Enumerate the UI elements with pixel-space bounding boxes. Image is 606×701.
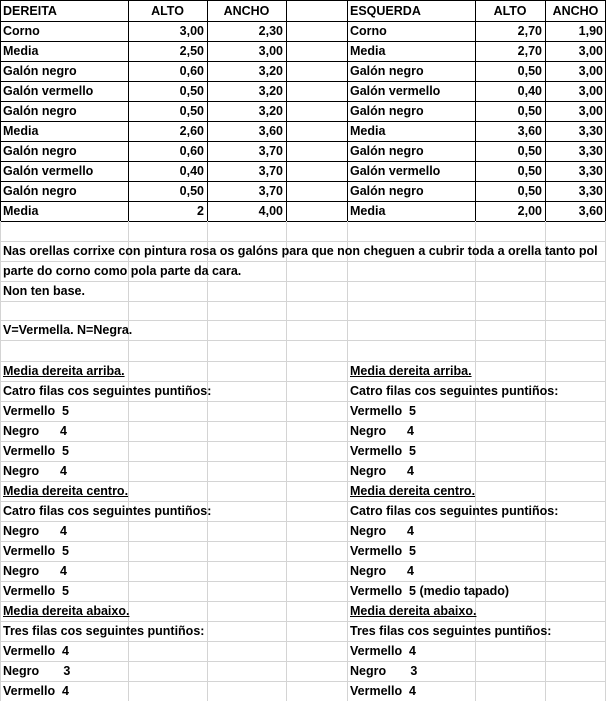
table-cell-right-name[interactable]: Corno [3,24,40,38]
col-gridline [286,0,287,221]
note-line-1[interactable]: Nas orellas corrixe con pintura rosa os galóns para que non cheguen a cubrir toda a orella tanto pol [3,244,598,258]
table-cell-right-alto[interactable]: 0,50 [179,184,204,198]
pattern-section-title[interactable]: Media dereita centro. [350,484,476,498]
table-cell-right-name[interactable]: Galón negro [3,184,77,198]
table-cell-right-alto[interactable]: 0,50 [179,104,204,118]
table-cell-right-ancho[interactable]: 3,00 [258,44,283,58]
pattern-section-title[interactable]: Media dereita abaixo. [3,604,130,618]
table-cell-right-ancho[interactable]: 4,00 [258,204,283,218]
table-cell-right-name[interactable]: Media [3,44,39,58]
table-cell-left-alto[interactable]: 0,50 [517,104,542,118]
pattern-line[interactable]: Negro 4 [3,424,67,438]
table-cell-left-name[interactable]: Galón negro [350,64,424,78]
table-cell-left-name[interactable]: Corno [350,24,387,38]
table-cell-right-alto[interactable]: 2,50 [179,44,204,58]
header-left-name[interactable]: ESQUERDA [350,4,421,18]
table-cell-left-ancho[interactable]: 3,30 [578,164,603,178]
table-cell-right-alto[interactable]: 0,60 [179,144,204,158]
header-right-name[interactable]: DEREITA [3,4,57,18]
table-cell-left-ancho[interactable]: 3,30 [578,144,603,158]
table-cell-left-name[interactable]: Galón negro [350,144,424,158]
pattern-line[interactable]: Negro 4 [3,524,67,538]
header-left-alto[interactable]: ALTO [493,4,527,18]
table-cell-right-name[interactable]: Media [3,204,39,218]
table-cell-right-name[interactable]: Galón vermello [3,164,94,178]
table-cell-left-name[interactable]: Galón vermello [350,164,441,178]
table-cell-left-alto[interactable]: 0,50 [517,144,542,158]
table-cell-left-ancho[interactable]: 3,00 [578,84,603,98]
table-cell-right-alto[interactable]: 0,50 [179,84,204,98]
table-cell-right-ancho[interactable]: 3,70 [258,144,283,158]
note-line-2[interactable]: parte do corno como pola parte da cara. [3,264,242,278]
header-right-ancho[interactable]: ANCHO [223,4,270,18]
table-cell-left-name[interactable]: Galón vermello [350,84,441,98]
table-cell-left-alto[interactable]: 3,60 [517,124,542,138]
table-cell-left-name[interactable]: Media [350,204,386,218]
pattern-line[interactable]: Negro 4 [350,424,414,438]
pattern-line[interactable]: Vermello 5 [3,584,70,598]
row-gridline [0,301,606,302]
pattern-line[interactable]: Negro 3 [350,664,418,678]
pattern-line[interactable]: Vermello 5 [350,444,417,458]
table-cell-right-ancho[interactable]: 3,20 [258,84,283,98]
table-cell-left-ancho[interactable]: 3,00 [578,104,603,118]
table-cell-left-alto[interactable]: 2,70 [517,24,542,38]
pattern-line[interactable]: Vermello 5 [350,404,417,418]
table-cell-left-name[interactable]: Media [350,124,386,138]
table-cell-left-name[interactable]: Galón negro [350,104,424,118]
pattern-line[interactable]: Catro filas cos seguintes puntiños: [3,384,212,398]
pattern-line[interactable]: Negro 4 [350,464,414,478]
table-cell-right-name[interactable]: Galón negro [3,64,77,78]
table-cell-left-alto[interactable]: 2,70 [517,44,542,58]
color-legend[interactable]: V=Vermella. N=Negra. [3,323,133,337]
pattern-section-title[interactable]: Media dereita arriba. [3,364,125,378]
pattern-line[interactable]: Vermello 4 [350,684,417,698]
pattern-line[interactable]: Vermello 5 [3,544,70,558]
pattern-line[interactable]: Vermello 5 [350,544,417,558]
row-gridline [0,221,606,222]
table-cell-right-alto[interactable]: 0,40 [179,164,204,178]
table-cell-left-name[interactable]: Galón negro [350,184,424,198]
table-cell-right-name[interactable]: Galón negro [3,144,77,158]
header-left-ancho[interactable]: ANCHO [552,4,599,18]
table-cell-left-ancho[interactable]: 3,30 [578,124,603,138]
pattern-line[interactable]: Catro filas cos seguintes puntiños: [350,504,559,518]
table-cell-left-ancho[interactable]: 3,00 [578,64,603,78]
table-cell-right-alto[interactable]: 0,60 [179,64,204,78]
pattern-line[interactable]: Vermello 4 [350,644,417,658]
table-cell-right-alto[interactable]: 2,60 [179,124,204,138]
table-cell-right-name[interactable]: Galón negro [3,104,77,118]
pattern-line[interactable]: Tres filas cos seguintes puntiños: [3,624,205,638]
table-cell-right-ancho[interactable]: 3,60 [258,124,283,138]
table-cell-right-name[interactable]: Galón vermello [3,84,94,98]
pattern-section-title[interactable]: Media dereita abaixo. [350,604,477,618]
pattern-line[interactable]: Negro 3 [3,664,71,678]
table-cell-right-alto[interactable]: 2 [197,204,204,218]
pattern-line[interactable]: Vermello 5 [3,404,70,418]
table-cell-left-alto[interactable]: 0,50 [517,184,542,198]
pattern-line[interactable]: Catro filas cos seguintes puntiños: [350,384,559,398]
table-cell-right-ancho[interactable]: 3,20 [258,104,283,118]
pattern-line[interactable]: Negro 4 [3,464,67,478]
pattern-line[interactable]: Vermello 5 [3,444,70,458]
pattern-line[interactable]: Catro filas cos seguintes puntiños: [3,504,212,518]
table-cell-right-ancho[interactable]: 3,20 [258,64,283,78]
table-cell-right-name[interactable]: Media [3,124,39,138]
pattern-line[interactable]: Negro 4 [350,564,414,578]
table-cell-right-ancho[interactable]: 3,70 [258,184,283,198]
table-cell-left-alto[interactable]: 0,50 [517,164,542,178]
pattern-line[interactable]: Negro 4 [3,564,67,578]
table-cell-right-ancho[interactable]: 3,70 [258,164,283,178]
header-right-alto[interactable]: ALTO [151,4,184,18]
table-cell-right-ancho[interactable]: 2,30 [258,24,283,38]
pattern-line[interactable]: Negro 4 [350,524,414,538]
table-cell-left-alto[interactable]: 2,00 [517,204,542,218]
table-cell-left-ancho[interactable]: 1,90 [578,24,603,38]
pattern-section-title[interactable]: Media dereita arriba. [350,364,472,378]
table-cell-left-alto[interactable]: 0,50 [517,64,542,78]
table-cell-left-alto[interactable]: 0,40 [517,84,542,98]
table-cell-left-ancho[interactable]: 3,60 [578,204,603,218]
table-cell-left-ancho[interactable]: 3,00 [578,44,603,58]
pattern-line[interactable]: Vermello 5 (medio tapado) [350,584,510,598]
table-cell-left-name[interactable]: Media [350,44,386,58]
row-gridline [0,340,606,341]
pattern-line[interactable]: Vermello 4 [3,684,70,698]
table-cell-right-alto[interactable]: 3,00 [179,24,204,38]
pattern-section-title[interactable]: Media dereita centro. [3,484,129,498]
pattern-line[interactable]: Vermello 4 [3,644,70,658]
pattern-line[interactable]: Tres filas cos seguintes puntiños: [350,624,552,638]
note-line-3[interactable]: Non ten base. [3,284,85,298]
table-cell-left-ancho[interactable]: 3,30 [578,184,603,198]
